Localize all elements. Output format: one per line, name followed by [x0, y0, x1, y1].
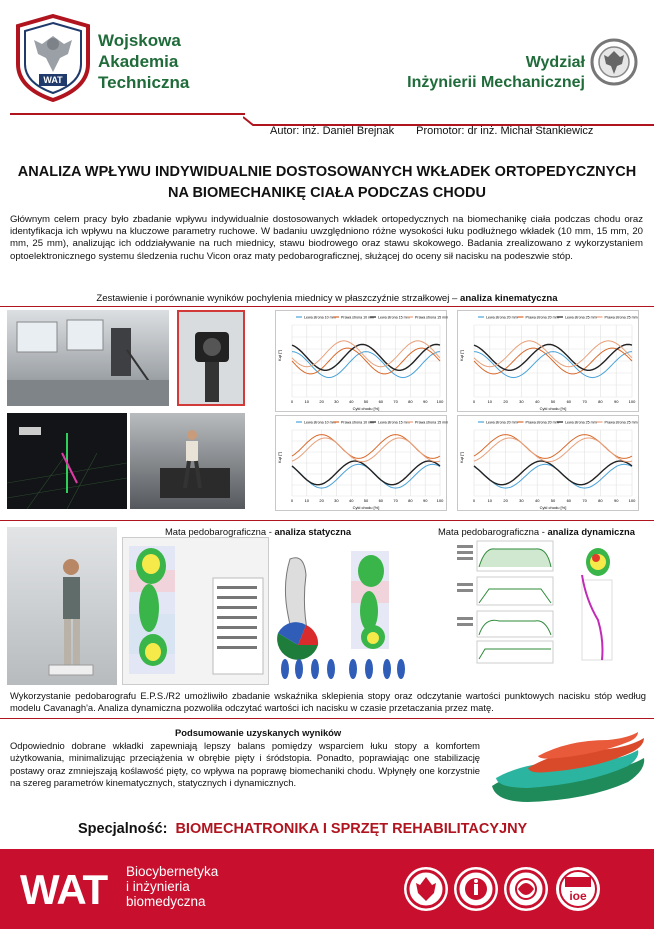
legend-label: Prawa strona 10 mm — [341, 420, 375, 425]
treadmill-photo — [130, 413, 245, 509]
legend-label: Lewa strona 10 mm — [304, 420, 336, 425]
specialization — [78, 821, 527, 837]
x-tick-label: 0 — [472, 498, 476, 503]
x-tick-label: 0 — [290, 498, 294, 503]
x-tick-label: 80 — [408, 399, 413, 404]
header-rule-slant — [243, 113, 654, 123]
legend-label: Lewa strona 15 mm — [378, 420, 410, 425]
legend-label: Lewa strona 15 mm — [378, 315, 410, 320]
x-tick-label: 50 — [363, 498, 369, 503]
kinematic-chart — [457, 415, 639, 511]
legend-label: Prawa strona 15 mm — [415, 420, 448, 425]
program-line1: Biocybernetyka — [126, 864, 219, 879]
x-tick-label: 0 — [290, 399, 294, 404]
x-tick-label: 60 — [566, 399, 572, 404]
legend-label: Prawa strona 20 mm — [525, 420, 559, 425]
kinematic-chart-svg — [276, 416, 448, 512]
legend-label: Prawa strona 10 mm — [341, 315, 375, 320]
kinematic-chart-svg — [458, 416, 640, 512]
header-rule — [10, 113, 245, 115]
camera-photo — [177, 310, 245, 406]
y-axis-label: Kąt [°] — [277, 350, 282, 361]
x-tick-label: 0 — [472, 399, 476, 404]
wat-seal-icon — [404, 867, 448, 911]
dynamic-footprint-trace — [560, 540, 620, 665]
section-rule-1 — [0, 306, 654, 307]
summary-title: Podsumowanie uzyskanych wyników — [175, 727, 342, 738]
kinematic-title-plain: Zestawienie i porównanie wyników pochylenia miednicy w płaszczyźnie strzałkowej – — [96, 293, 461, 304]
x-tick-label: 40 — [348, 399, 354, 404]
authors-line — [270, 125, 615, 137]
lab-room-photo — [7, 310, 169, 406]
subject-on-mat-photo — [7, 527, 117, 685]
x-tick-label: 40 — [534, 498, 540, 503]
x-tick-label: 80 — [598, 498, 603, 503]
kinematic-title-bold: analiza kinematyczna — [460, 293, 558, 304]
legend-label: Lewa strona 20 mm — [486, 315, 518, 320]
faculty-name-line1: Wydział — [525, 54, 585, 71]
vicon-3d-model — [7, 413, 127, 509]
summary-text: Odpowiednio dobrane wkładki zapewniają lepszy balans pomiędzy wsparciem łuku stopy a komfortem użytkowania, minimalizując przeciążenia w obrębie pięty i śródstopia. Ponadto, poprawiając one stabilizację postawy oraz zmniejszają koślawość pięty, co wpływa na poprawę biomechaniki chodu. Wpłynęły one korzystnie na szereg parametrów kinematycznych, statycznych i dynamicznych. — [10, 740, 480, 789]
x-tick-label: 10 — [304, 399, 310, 404]
university-name-line2: Akademia — [98, 52, 179, 71]
x-tick-label: 20 — [319, 498, 324, 503]
x-tick-label: 20 — [503, 399, 508, 404]
legend-label: Lewa strona 25 mm — [565, 420, 597, 425]
x-tick-label: 40 — [534, 399, 540, 404]
institute-i-icon — [454, 867, 498, 911]
pedobarograph-caption: Wykorzystanie pedobarografu E.P.S./R2 umożliwiło zbadanie wskaźnika sklepienia stopy oraz odczytanie wartości punktowych nacisku stóp według modelu Cavanagh'a. Analiza dynamiczna pozwoliła odczytać wartości ich nacisku w czasie przetaczania przez matę. — [10, 690, 646, 713]
kinematic-chart-svg — [458, 311, 640, 413]
author: Autor: inż. Daniel Brejnak — [270, 125, 395, 137]
x-tick-label: 10 — [487, 498, 493, 503]
x-tick-label: 70 — [393, 399, 398, 404]
static-title-bold: analiza statyczna — [274, 526, 352, 537]
x-tick-label: 100 — [436, 399, 444, 404]
x-tick-label: 70 — [393, 498, 398, 503]
x-axis-label: Cykl chodu [%] — [352, 505, 380, 510]
x-tick-label: 80 — [408, 498, 413, 503]
x-tick-label: 60 — [566, 498, 572, 503]
title-line2: NA BIOMECHANIKĘ CIAŁA PODCZAS CHODU — [168, 185, 486, 201]
x-tick-label: 50 — [363, 399, 369, 404]
program-line3: biomedyczna — [126, 894, 206, 909]
x-tick-label: 50 — [550, 498, 556, 503]
legend-label: Lewa strona 20 mm — [486, 420, 518, 425]
x-tick-label: 20 — [319, 399, 324, 404]
program-name — [126, 864, 218, 909]
x-tick-label: 50 — [550, 399, 556, 404]
dynamic-force-charts — [455, 537, 555, 665]
ioe-label: ioe — [569, 889, 587, 903]
intro-text: Głównym celem pracy było zbadanie wpływu indywidualnie dostosowanych wkładek ortopedycznych na biomechanikę ciała podczas chodu oraz identyfikacja ich wpływu na kluczowe parametry ruchowe. W badaniu uwzględniono różne wysokości łuku podłużnego wkładek (10 mm, 15 mm, 20 mm, 25 mm), analizując ich oddziaływanie na ruch miednicy, stawu biodrowego oraz stawu skokowego. Badania zrealizowano z wykorzystaniem optoelektronicznego systemu śledzenia ruchu Vicon oraz maty pedobarograficznej, służącej do oceny sił nacisku na podeszwie stóp. — [10, 214, 643, 262]
kinematic-chart — [275, 415, 447, 511]
university-name-line1: Wojskowa — [98, 31, 181, 50]
promotor: Promotor: dr inż. Michał Stankiewicz — [416, 125, 594, 137]
x-tick-label: 30 — [519, 399, 524, 404]
x-axis-label: Cykl chodu [%] — [352, 406, 380, 411]
x-tick-label: 90 — [613, 399, 619, 404]
section-rule-3 — [0, 718, 654, 719]
x-tick-label: 20 — [503, 498, 508, 503]
x-tick-label: 100 — [436, 498, 444, 503]
x-tick-label: 60 — [378, 498, 384, 503]
y-axis-label: Kąt [°] — [459, 350, 464, 361]
wat-emblem — [14, 14, 92, 102]
x-tick-label: 30 — [334, 399, 339, 404]
x-tick-label: 90 — [613, 498, 619, 503]
university-name-line3: Techniczna — [98, 73, 190, 92]
title-line1: ANALIZA WPŁYWU INDYWIDUALNIE DOSTOSOWANYCH WKŁADEK ORTOPEDYCZNYCH — [17, 164, 637, 180]
specialization-value: BIOMECHATRONIKA I SPRZĘT REHABILITACYJNY — [175, 821, 528, 837]
legend-label: Lewa strona 10 mm — [304, 315, 336, 320]
x-tick-label: 70 — [582, 399, 587, 404]
x-axis-label: Cykl chodu [%] — [539, 406, 567, 411]
x-tick-label: 10 — [487, 399, 493, 404]
kinematic-chart — [457, 310, 639, 412]
dynamic-title-plain: Mata pedobarograficzna - — [438, 526, 548, 537]
static-footprint-screen — [122, 537, 269, 685]
x-tick-label: 100 — [628, 399, 636, 404]
x-tick-label: 70 — [582, 498, 587, 503]
page-title — [0, 162, 654, 204]
y-axis-label: Kąt [°] — [459, 452, 464, 463]
kinematic-chart — [275, 310, 447, 412]
x-tick-label: 90 — [422, 399, 428, 404]
kinematic-chart-svg — [276, 311, 448, 413]
specialization-label: Specjalność: — [78, 821, 168, 837]
wat-logo-text: WAT — [20, 866, 108, 913]
faculty-emblem — [590, 38, 638, 86]
section-rule-2 — [0, 520, 654, 521]
institute-seal-icon — [504, 867, 548, 911]
university-name — [98, 30, 189, 93]
dynamic-title — [438, 526, 635, 537]
legend-label: Prawa strona 25 mm — [604, 420, 638, 425]
x-tick-label: 10 — [304, 498, 310, 503]
static-title — [165, 526, 351, 537]
insoles-photo — [488, 728, 648, 814]
emblem-label: WAT — [43, 75, 63, 85]
legend-label: Lewa strona 25 mm — [565, 315, 597, 320]
legend-label: Prawa strona 25 mm — [604, 315, 638, 320]
y-axis-label: Kąt [°] — [277, 452, 282, 463]
x-tick-label: 60 — [378, 399, 384, 404]
dynamic-title-bold: analiza dynamiczna — [547, 526, 635, 537]
pressure-footprints-row — [275, 655, 410, 683]
cavanagh-footprint — [345, 545, 395, 655]
program-line2: i inżynieria — [126, 879, 190, 894]
x-tick-label: 80 — [598, 399, 603, 404]
x-tick-label: 100 — [628, 498, 636, 503]
faculty-name — [385, 53, 585, 93]
static-title-plain: Mata pedobarograficzna - — [165, 526, 275, 537]
x-tick-label: 90 — [422, 498, 428, 503]
faculty-name-line2: Inżynierii Mechanicznej — [407, 74, 585, 91]
legend-label: Prawa strona 20 mm — [525, 315, 559, 320]
legend-label: Prawa strona 15 mm — [415, 315, 448, 320]
x-tick-label: 30 — [334, 498, 339, 503]
x-tick-label: 40 — [348, 498, 354, 503]
ioe-logo — [556, 867, 600, 911]
x-tick-label: 30 — [519, 498, 524, 503]
kinematic-section-title — [0, 293, 654, 304]
x-axis-label: Cykl chodu [%] — [539, 505, 567, 510]
